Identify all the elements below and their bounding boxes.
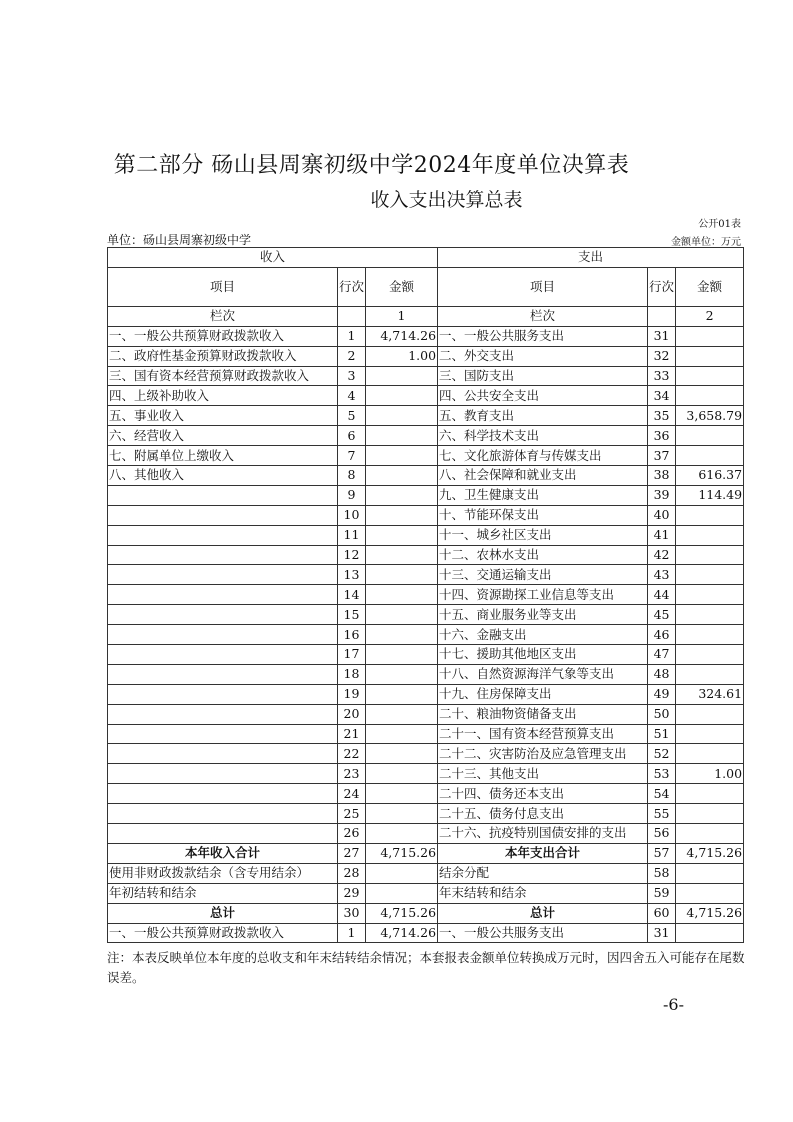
table-row (108, 704, 744, 724)
expense-item: 十三、交通运输支出 (438, 565, 648, 585)
income-row-number: 11 (338, 525, 366, 545)
income-row-number: 26 (338, 824, 366, 844)
empty-cell (648, 306, 676, 326)
income-amount (366, 863, 438, 883)
table-row (108, 386, 744, 406)
expense-row-number: 32 (648, 346, 676, 366)
income-item: 本年收入合计 (108, 843, 338, 863)
expense-item: 十二、农林水支出 (438, 545, 648, 565)
table-row (108, 446, 744, 466)
expense-amount (676, 923, 744, 943)
income-amount (366, 744, 438, 764)
income-item (108, 824, 338, 844)
table-row (108, 605, 744, 625)
expense-row-number: 59 (648, 883, 676, 903)
table-row (108, 883, 744, 903)
income-row-number: 14 (338, 585, 366, 605)
expense-row-number: 36 (648, 426, 676, 446)
expense-item: 年末结转和结余 (438, 883, 648, 903)
expense-amount (676, 545, 744, 565)
table-row (108, 505, 744, 525)
income-amount (366, 664, 438, 684)
income-item (108, 625, 338, 645)
footnote: 注：本表反映单位本年度的总收支和年末结转结余情况；本套报表金额单位转换成万元时，因四舍五入可能存在尾数误差。 (107, 950, 745, 985)
expense-row-number: 31 (648, 923, 676, 943)
expense-amount (676, 784, 744, 804)
table-row (108, 804, 744, 824)
table-row (108, 744, 744, 764)
header-row-1 (108, 248, 744, 268)
income-amount (366, 485, 438, 505)
expense-item: 二十一、国有资本经营预算支出 (438, 724, 648, 744)
expense-amount: 3,658.79 (676, 406, 744, 426)
expense-item: 二十六、抗疫特别国债安排的支出 (438, 824, 648, 844)
table-row (108, 724, 744, 744)
table-row (108, 326, 744, 346)
income-amount (366, 684, 438, 704)
expense-item: 二十五、债务付息支出 (438, 804, 648, 824)
income-amount (366, 804, 438, 824)
income-item: 六、经营收入 (108, 426, 338, 446)
table-code: 公开01表 (698, 219, 741, 230)
income-row-number: 28 (338, 863, 366, 883)
expense-item: 总计 (438, 903, 648, 923)
expense-row-number: 52 (648, 744, 676, 764)
income-item-header: 项目 (108, 267, 338, 306)
income-amount (366, 386, 438, 406)
expense-row-number: 56 (648, 824, 676, 844)
expense-item: 三、国防支出 (438, 366, 648, 386)
expense-item: 十、节能环保支出 (438, 505, 648, 525)
income-header: 收入 (108, 248, 438, 268)
income-amount: 1.00 (366, 346, 438, 366)
expense-row-number: 45 (648, 605, 676, 625)
table-row (108, 585, 744, 605)
expense-item: 本年支出合计 (438, 843, 648, 863)
expense-row-number: 53 (648, 764, 676, 784)
income-row-number: 12 (338, 545, 366, 565)
income-amount (366, 505, 438, 525)
expense-amount (676, 565, 744, 585)
expense-amount (676, 525, 744, 545)
income-item (108, 585, 338, 605)
income-item (108, 784, 338, 804)
income-amount (366, 724, 438, 744)
expense-item: 二十二、灾害防治及应急管理支出 (438, 744, 648, 764)
income-row-number: 27 (338, 843, 366, 863)
income-row-number: 18 (338, 664, 366, 684)
expense-column-number: 2 (676, 306, 744, 326)
income-item: 总计 (108, 903, 338, 923)
expense-amount: 1.00 (676, 764, 744, 784)
expense-header: 支出 (438, 248, 744, 268)
table-row (108, 923, 744, 943)
table-title-text: 收入支出决算总表 (370, 189, 523, 211)
expense-amount (676, 346, 744, 366)
income-item (108, 724, 338, 744)
expense-amount (676, 664, 744, 684)
income-amount (366, 625, 438, 645)
expense-row-number: 58 (648, 863, 676, 883)
income-row-number: 16 (338, 625, 366, 645)
income-amount: 4,715.26 (366, 903, 438, 923)
income-amount (366, 585, 438, 605)
income-amount (366, 545, 438, 565)
income-amount (366, 704, 438, 724)
income-row-number: 13 (338, 565, 366, 585)
income-amount (366, 565, 438, 585)
income-item: 三、国有资本经营预算财政拨款收入 (108, 366, 338, 386)
income-item (108, 764, 338, 784)
income-amount-header: 金额 (366, 267, 438, 306)
expense-amount (676, 724, 744, 744)
expense-item: 十一、城乡社区支出 (438, 525, 648, 545)
empty-cell (338, 306, 366, 326)
income-item: 七、附属单位上缴收入 (108, 446, 338, 466)
expense-row-number: 34 (648, 386, 676, 406)
expense-row-number: 39 (648, 485, 676, 505)
expense-column-label: 栏次 (438, 306, 648, 326)
table-row (108, 485, 744, 505)
expense-item: 十八、自然资源海洋气象等支出 (438, 664, 648, 684)
expense-amount (676, 426, 744, 446)
income-row-number: 24 (338, 784, 366, 804)
money-unit: 金额单位：万元 (671, 237, 741, 248)
table-row (108, 466, 744, 486)
table-row (108, 346, 744, 366)
income-row-number: 21 (338, 724, 366, 744)
expense-item: 八、社会保障和就业支出 (438, 466, 648, 486)
expense-amount (676, 704, 744, 724)
table-row (108, 784, 744, 804)
table-row (108, 863, 744, 883)
expense-row-number: 33 (648, 366, 676, 386)
income-amount (366, 406, 438, 426)
income-row-number: 17 (338, 645, 366, 665)
income-item (108, 684, 338, 704)
expense-item: 九、卫生健康支出 (438, 485, 648, 505)
income-amount: 4,715.26 (366, 843, 438, 863)
income-item (108, 704, 338, 724)
income-row-number: 1 (338, 326, 366, 346)
expense-row-number: 31 (648, 326, 676, 346)
table-title (0, 185, 793, 212)
expense-row-number: 60 (648, 903, 676, 923)
income-rowno-header: 行次 (338, 267, 366, 306)
expense-row-number: 54 (648, 784, 676, 804)
document-title-text: 第二部分 砀山县周寨初级中学2024年度单位决算表 (113, 153, 630, 178)
expense-amount (676, 386, 744, 406)
expense-row-number: 38 (648, 466, 676, 486)
income-row-number: 23 (338, 764, 366, 784)
document-title (0, 148, 793, 179)
expense-row-number: 44 (648, 585, 676, 605)
table-row (108, 545, 744, 565)
expense-amount (676, 446, 744, 466)
expense-item: 五、教育支出 (438, 406, 648, 426)
table-row (108, 903, 744, 923)
expense-amount (676, 863, 744, 883)
expense-amount (676, 505, 744, 525)
income-item: 五、事业收入 (108, 406, 338, 426)
income-row-number: 30 (338, 903, 366, 923)
expense-item-header: 项目 (438, 267, 648, 306)
expense-amount: 324.61 (676, 684, 744, 704)
income-item (108, 565, 338, 585)
income-amount (366, 466, 438, 486)
table-row (108, 366, 744, 386)
income-item: 一、一般公共预算财政拨款收入 (108, 923, 338, 943)
expense-amount (676, 883, 744, 903)
income-amount (366, 824, 438, 844)
income-item: 使用非财政拨款结余（含专用结余） (108, 863, 338, 883)
expense-row-number: 41 (648, 525, 676, 545)
income-row-number: 5 (338, 406, 366, 426)
income-row-number: 20 (338, 704, 366, 724)
expense-row-number: 40 (648, 505, 676, 525)
income-item (108, 605, 338, 625)
expense-row-number: 37 (648, 446, 676, 466)
income-amount (366, 426, 438, 446)
table-row (108, 525, 744, 545)
expense-amount-header: 金额 (676, 267, 744, 306)
income-column-label: 栏次 (108, 306, 338, 326)
expense-row-number: 42 (648, 545, 676, 565)
income-amount (366, 645, 438, 665)
income-item (108, 505, 338, 525)
table-row (108, 625, 744, 645)
expense-item: 二十四、债务还本支出 (438, 784, 648, 804)
income-item: 一、一般公共预算财政拨款收入 (108, 326, 338, 346)
expense-amount (676, 744, 744, 764)
expense-amount (676, 824, 744, 844)
table-row (108, 406, 744, 426)
income-column-number: 1 (366, 306, 438, 326)
expense-item: 二十、粮油物资储备支出 (438, 704, 648, 724)
income-item: 年初结转和结余 (108, 883, 338, 903)
expense-item: 十四、资源勘探工业信息等支出 (438, 585, 648, 605)
expense-row-number: 55 (648, 804, 676, 824)
expense-amount: 616.37 (676, 466, 744, 486)
expense-row-number: 47 (648, 645, 676, 665)
income-amount: 4,714.26 (366, 326, 438, 346)
table-row (108, 645, 744, 665)
income-row-number: 29 (338, 883, 366, 903)
expense-amount (676, 605, 744, 625)
column-label-row (108, 306, 744, 326)
income-amount (366, 366, 438, 386)
expense-amount (676, 585, 744, 605)
expense-row-number: 57 (648, 843, 676, 863)
expense-amount (676, 326, 744, 346)
expense-item: 一、一般公共服务支出 (438, 923, 648, 943)
table-row (108, 764, 744, 784)
expense-row-number: 43 (648, 565, 676, 585)
table-row (108, 426, 744, 446)
income-row-number: 25 (338, 804, 366, 824)
income-item (108, 545, 338, 565)
expense-amount (676, 804, 744, 824)
income-expense-table (107, 247, 744, 943)
income-amount: 4,714.26 (366, 923, 438, 943)
income-amount (366, 764, 438, 784)
expense-amount (676, 645, 744, 665)
expense-row-number: 48 (648, 664, 676, 684)
income-row-number: 22 (338, 744, 366, 764)
table-row (108, 664, 744, 684)
income-amount (366, 446, 438, 466)
expense-row-number: 49 (648, 684, 676, 704)
expense-item: 六、科学技术支出 (438, 426, 648, 446)
expense-row-number: 35 (648, 406, 676, 426)
income-row-number: 1 (338, 923, 366, 943)
income-item (108, 525, 338, 545)
expense-amount (676, 625, 744, 645)
page-number: -6- (663, 995, 684, 1014)
expense-item: 七、文化旅游体育与传媒支出 (438, 446, 648, 466)
income-item (108, 664, 338, 684)
income-item (108, 485, 338, 505)
expense-rowno-header: 行次 (648, 267, 676, 306)
header-row-2 (108, 267, 744, 306)
income-row-number: 2 (338, 346, 366, 366)
expense-amount (676, 366, 744, 386)
income-item: 二、政府性基金预算财政拨款收入 (108, 346, 338, 366)
income-row-number: 10 (338, 505, 366, 525)
income-row-number: 7 (338, 446, 366, 466)
expense-row-number: 51 (648, 724, 676, 744)
expense-amount: 4,715.26 (676, 903, 744, 923)
expense-row-number: 46 (648, 625, 676, 645)
income-item (108, 645, 338, 665)
income-amount (366, 883, 438, 903)
income-row-number: 19 (338, 684, 366, 704)
expense-row-number: 50 (648, 704, 676, 724)
income-item (108, 744, 338, 764)
expense-item: 一、一般公共服务支出 (438, 326, 648, 346)
expense-item: 十七、援助其他地区支出 (438, 645, 648, 665)
income-item: 八、其他收入 (108, 466, 338, 486)
table-row (108, 843, 744, 863)
income-amount (366, 784, 438, 804)
income-amount (366, 605, 438, 625)
table-row (108, 684, 744, 704)
expense-amount: 114.49 (676, 485, 744, 505)
income-item (108, 804, 338, 824)
income-row-number: 9 (338, 485, 366, 505)
expense-amount: 4,715.26 (676, 843, 744, 863)
income-row-number: 8 (338, 466, 366, 486)
expense-item: 十六、金融支出 (438, 625, 648, 645)
expense-item: 结余分配 (438, 863, 648, 883)
expense-item: 四、公共安全支出 (438, 386, 648, 406)
expense-item: 十九、住房保障支出 (438, 684, 648, 704)
expense-item: 二十三、其他支出 (438, 764, 648, 784)
income-row-number: 4 (338, 386, 366, 406)
income-amount (366, 525, 438, 545)
expense-item: 十五、商业服务业等支出 (438, 605, 648, 625)
income-row-number: 6 (338, 426, 366, 446)
table-row (108, 565, 744, 585)
income-row-number: 15 (338, 605, 366, 625)
unit-label: 单位：砀山县周寨初级中学 (107, 233, 252, 247)
table-row (108, 824, 744, 844)
expense-item: 二、外交支出 (438, 346, 648, 366)
income-item: 四、上级补助收入 (108, 386, 338, 406)
income-row-number: 3 (338, 366, 366, 386)
